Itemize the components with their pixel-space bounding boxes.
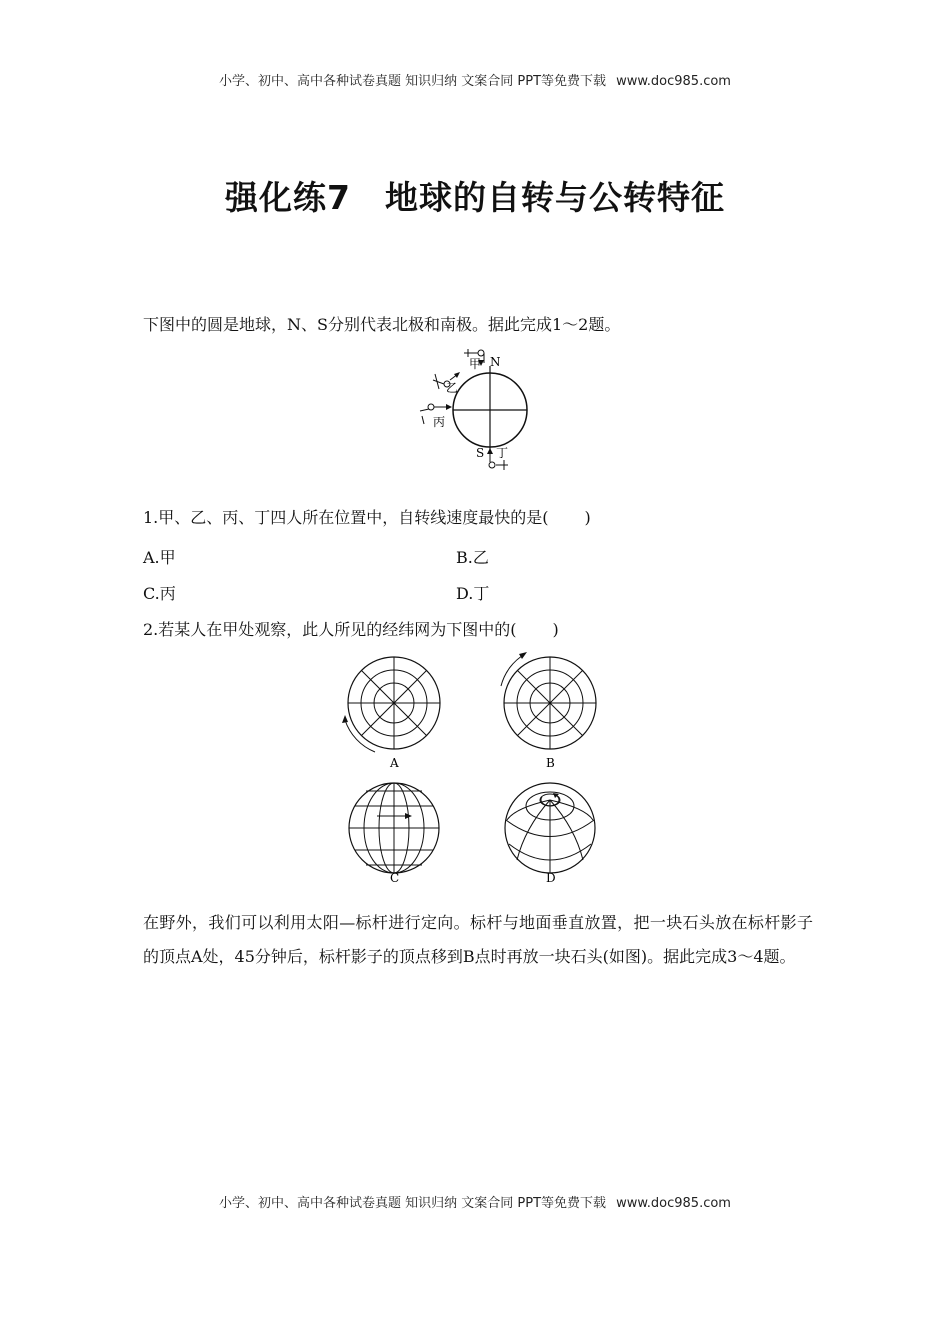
intro-paragraph-1: 下图中的圆是地球，N、S分别代表北极和南极。据此完成1～2题。	[143, 315, 621, 334]
label-d: D	[546, 871, 556, 885]
label-b: B	[546, 756, 555, 770]
label-ding: 丁	[496, 446, 509, 460]
label-s: S	[476, 446, 485, 460]
q1-option-b[interactable]: B.乙	[456, 548, 489, 567]
rotation-arrow-a-icon	[342, 715, 348, 723]
footer-text: 小学、初中、高中各种试卷真题 知识归纳 文案合同 PPT等免费下载	[219, 1196, 607, 1211]
question-1: 1.甲、乙、丙、丁四人所在位置中，自转线速度最快的是( )	[143, 508, 591, 527]
figure-graticules	[335, 648, 615, 888]
q1-stem: 1.甲、乙、丙、丁四人所在位置中，自转线速度最快的是(	[143, 508, 549, 527]
page-title	[0, 172, 950, 219]
page-header	[0, 70, 950, 89]
label-yi: 乙	[446, 381, 459, 395]
q1-option-d[interactable]: D.丁	[456, 584, 490, 603]
title-text: 地球的自转与公转特征	[384, 178, 725, 217]
page-footer	[0, 1192, 950, 1211]
arrow-yi-icon	[454, 372, 460, 378]
graticule-b[interactable]	[501, 652, 596, 770]
arrow-ding-icon	[487, 448, 493, 454]
label-bing: 丙	[433, 415, 446, 429]
intro-paragraph-2: 在野外，我们可以利用太阳—标杆进行定向。标杆与地面垂直放置，把一块石头放在标杆影子的顶点A处，45分钟后，标杆影子的顶点移到B点时再放一块石头(如图)。据此完成3～4题。	[143, 913, 813, 966]
label-c: C	[390, 871, 400, 885]
arrow-bing-icon	[446, 404, 452, 410]
footer-url[interactable]: www.doc985.com	[616, 1196, 731, 1211]
label-a: A	[390, 756, 399, 770]
label-jia: 甲	[469, 357, 482, 371]
graticule-c[interactable]	[349, 783, 439, 885]
question-2: 2.若某人在甲处观察，此人所见的经纬网为下图中的( )	[143, 620, 559, 639]
q2-stem: 2.若某人在甲处观察，此人所见的经纬网为下图中的(	[143, 620, 517, 639]
graticule-a[interactable]	[342, 657, 440, 770]
q1-option-c[interactable]: C.丙	[143, 584, 176, 603]
q1-option-a[interactable]: A.甲	[143, 548, 176, 567]
label-n: N	[490, 355, 501, 369]
header-url[interactable]: www.doc985.com	[616, 74, 731, 89]
observer-jia-head	[478, 350, 484, 356]
rotation-arrow-b-icon	[519, 652, 527, 659]
header-text: 小学、初中、高中各种试卷真题 知识归纳 文案合同 PPT等免费下载	[219, 74, 607, 89]
graticule-d[interactable]	[505, 783, 595, 885]
observer-ding-head	[489, 462, 495, 468]
title-number: 强化练7	[225, 178, 351, 217]
figure-earth-observers	[412, 344, 542, 472]
